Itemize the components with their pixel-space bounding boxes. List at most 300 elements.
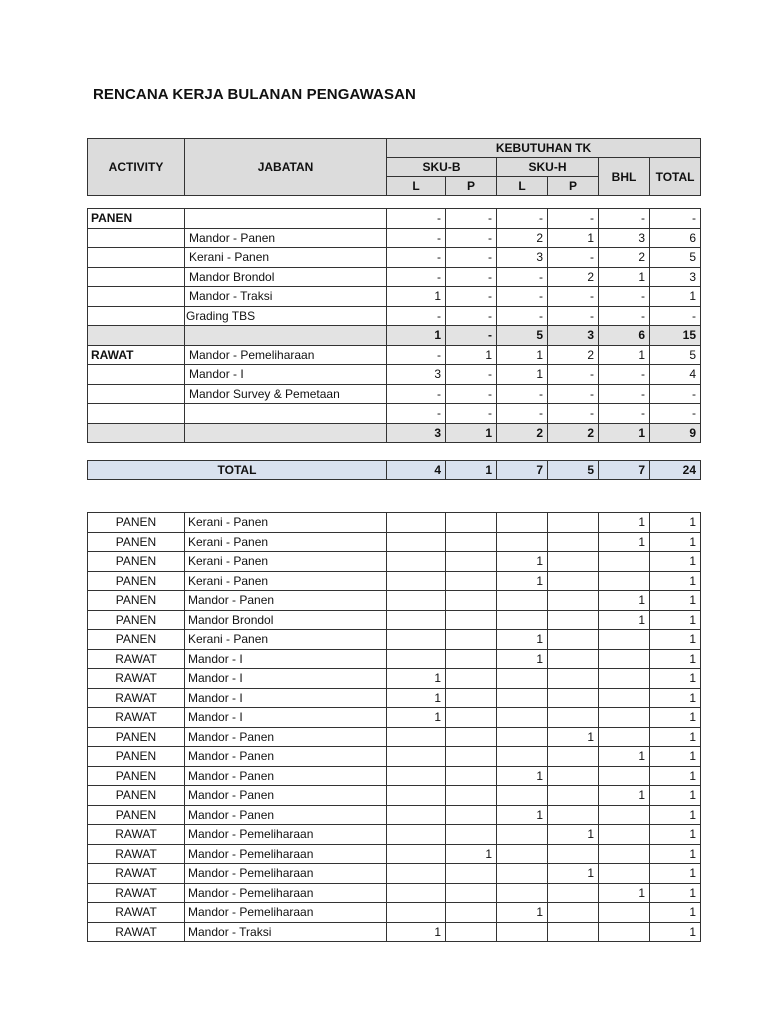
header-table: [87, 138, 701, 196]
value-cell: 3: [387, 423, 446, 443]
value-cell: [599, 630, 650, 650]
value-cell: [446, 610, 497, 630]
subtotal-row: [88, 326, 701, 346]
activity-cell: RAWAT: [88, 708, 185, 728]
activity-cell: [88, 404, 185, 424]
value-cell: [548, 591, 599, 611]
jabatan-cell: Kerani - Panen: [185, 248, 387, 268]
value-cell: [387, 766, 446, 786]
value-cell: [548, 883, 599, 903]
value-cell: -: [599, 209, 650, 229]
value-cell: [548, 552, 599, 572]
jabatan-cell: [185, 326, 387, 346]
value-cell: 1: [497, 903, 548, 923]
value-cell: [387, 610, 446, 630]
value-cell: -: [548, 365, 599, 385]
activity-cell: [88, 423, 185, 443]
value-cell: [497, 864, 548, 884]
value-cell: 1: [548, 825, 599, 845]
value-cell: [387, 571, 446, 591]
value-cell: [446, 747, 497, 767]
activity-cell: [88, 248, 185, 268]
jabatan-cell: Mandor Brondol: [185, 610, 387, 630]
activity-cell: [88, 365, 185, 385]
grand-total-row: [88, 461, 701, 480]
value-cell: 1: [650, 903, 701, 923]
jabatan-cell: Kerani - Panen: [185, 552, 387, 572]
value-cell: [497, 688, 548, 708]
value-cell: [599, 688, 650, 708]
jabatan-cell: Mandor - Pemeliharaan: [185, 883, 387, 903]
value-cell: -: [387, 248, 446, 268]
value-cell: [446, 630, 497, 650]
value-cell: [387, 532, 446, 552]
jabatan-cell: Mandor - I: [185, 649, 387, 669]
value-cell: -: [650, 384, 701, 404]
value-cell: 1: [650, 649, 701, 669]
grand-total-cell: 24: [650, 461, 701, 480]
value-cell: 1: [446, 345, 497, 365]
value-cell: [446, 649, 497, 669]
table-row: [88, 864, 701, 884]
table-row: [88, 306, 701, 326]
value-cell: [548, 669, 599, 689]
activity-cell: RAWAT: [88, 864, 185, 884]
value-cell: [387, 844, 446, 864]
value-cell: 1: [650, 571, 701, 591]
table-row: [88, 610, 701, 630]
value-cell: 1: [387, 922, 446, 942]
grand-total-label: TOTAL: [88, 461, 387, 480]
value-cell: [446, 727, 497, 747]
value-cell: [497, 669, 548, 689]
table-row: [88, 345, 701, 365]
table-row: [88, 630, 701, 650]
value-cell: [497, 591, 548, 611]
value-cell: [548, 805, 599, 825]
activity-cell: [88, 384, 185, 404]
table-row: [88, 747, 701, 767]
grand-total-table: [87, 460, 701, 480]
value-cell: [548, 903, 599, 923]
skub-l-header: L: [387, 177, 446, 196]
table-row: [88, 287, 701, 307]
jabatan-cell: Kerani - Panen: [185, 571, 387, 591]
value-cell: -: [650, 306, 701, 326]
table-row: [88, 591, 701, 611]
value-cell: 1: [599, 786, 650, 806]
jabatan-cell: Mandor - Panen: [185, 805, 387, 825]
jabatan-cell: Kerani - Panen: [185, 630, 387, 650]
value-cell: [599, 552, 650, 572]
value-cell: -: [446, 248, 497, 268]
table-row: [88, 228, 701, 248]
jabatan-cell: Mandor - Pemeliharaan: [185, 825, 387, 845]
value-cell: 1: [599, 883, 650, 903]
value-cell: [387, 552, 446, 572]
jabatan-cell: Kerani - Panen: [185, 532, 387, 552]
value-cell: [497, 747, 548, 767]
value-cell: -: [599, 404, 650, 424]
activity-cell: PANEN: [88, 532, 185, 552]
activity-cell: RAWAT: [88, 844, 185, 864]
table-row: [88, 365, 701, 385]
table-row: [88, 404, 701, 424]
value-cell: [548, 630, 599, 650]
activity-cell: RAWAT: [88, 883, 185, 903]
activity-cell: PANEN: [88, 571, 185, 591]
value-cell: 1: [387, 688, 446, 708]
jabatan-cell: Mandor - I: [185, 669, 387, 689]
value-cell: -: [497, 209, 548, 229]
value-cell: [387, 825, 446, 845]
value-cell: [446, 552, 497, 572]
value-cell: [497, 825, 548, 845]
table-row: [88, 844, 701, 864]
jabatan-cell: Mandor - Pemeliharaan: [185, 903, 387, 923]
value-cell: 6: [599, 326, 650, 346]
value-cell: 1: [387, 708, 446, 728]
summary-table: [87, 208, 701, 443]
jabatan-cell: Mandor Survey & Pemetaan: [185, 384, 387, 404]
value-cell: [446, 805, 497, 825]
value-cell: [446, 688, 497, 708]
value-cell: -: [548, 404, 599, 424]
activity-cell: RAWAT: [88, 825, 185, 845]
skuh-header: SKU-H: [497, 158, 599, 177]
value-cell: 1: [446, 844, 497, 864]
value-cell: [599, 844, 650, 864]
value-cell: -: [548, 248, 599, 268]
value-cell: [446, 571, 497, 591]
value-cell: [548, 649, 599, 669]
value-cell: 3: [548, 326, 599, 346]
table-row: [88, 786, 701, 806]
activity-cell: PANEN: [88, 805, 185, 825]
value-cell: 1: [650, 922, 701, 942]
value-cell: 1: [650, 864, 701, 884]
jabatan-cell: Mandor - I: [185, 708, 387, 728]
grand-total-cell: 7: [497, 461, 548, 480]
value-cell: [497, 786, 548, 806]
jabatan-cell: [185, 404, 387, 424]
value-cell: -: [446, 306, 497, 326]
activity-cell: PANEN: [88, 591, 185, 611]
value-cell: [599, 805, 650, 825]
table-row: [88, 727, 701, 747]
value-cell: 1: [387, 326, 446, 346]
activity-cell: RAWAT: [88, 669, 185, 689]
value-cell: 1: [650, 825, 701, 845]
activity-cell: RAWAT: [88, 903, 185, 923]
value-cell: [497, 708, 548, 728]
value-cell: -: [387, 306, 446, 326]
value-cell: 1: [599, 591, 650, 611]
value-cell: 1: [599, 345, 650, 365]
value-cell: [446, 864, 497, 884]
grand-total-cell: 7: [599, 461, 650, 480]
grand-total-cell: 4: [387, 461, 446, 480]
value-cell: -: [497, 384, 548, 404]
detail-table: [87, 512, 701, 942]
value-cell: 1: [548, 864, 599, 884]
value-cell: 1: [650, 883, 701, 903]
value-cell: 1: [387, 669, 446, 689]
value-cell: [599, 649, 650, 669]
value-cell: 2: [548, 267, 599, 287]
value-cell: [548, 513, 599, 533]
jabatan-cell: Mandor - Traksi: [185, 287, 387, 307]
value-cell: 3: [650, 267, 701, 287]
value-cell: [599, 864, 650, 884]
activity-cell: PANEN: [88, 766, 185, 786]
value-cell: 2: [548, 423, 599, 443]
value-cell: [446, 922, 497, 942]
value-cell: [599, 903, 650, 923]
value-cell: 1: [548, 727, 599, 747]
value-cell: 1: [446, 423, 497, 443]
table-row: [88, 248, 701, 268]
value-cell: -: [650, 209, 701, 229]
value-cell: 1: [497, 766, 548, 786]
table-row: [88, 708, 701, 728]
page-title: RENCANA KERJA BULANAN PENGAWASAN: [93, 86, 416, 103]
activity-cell: PANEN: [88, 747, 185, 767]
value-cell: -: [599, 306, 650, 326]
table-row: [88, 532, 701, 552]
kebutuhan-header: KEBUTUHAN TK: [387, 139, 701, 158]
jabatan-cell: Kerani - Panen: [185, 513, 387, 533]
value-cell: [599, 727, 650, 747]
value-cell: -: [446, 267, 497, 287]
value-cell: 1: [650, 513, 701, 533]
value-cell: -: [387, 384, 446, 404]
value-cell: [548, 610, 599, 630]
value-cell: 5: [650, 248, 701, 268]
value-cell: [446, 786, 497, 806]
activity-cell: PANEN: [88, 209, 185, 229]
value-cell: -: [497, 267, 548, 287]
value-cell: [599, 669, 650, 689]
value-cell: [497, 513, 548, 533]
value-cell: [599, 825, 650, 845]
value-cell: 5: [650, 345, 701, 365]
value-cell: 1: [650, 727, 701, 747]
value-cell: -: [548, 384, 599, 404]
value-cell: 1: [497, 805, 548, 825]
value-cell: 1: [650, 610, 701, 630]
value-cell: 1: [497, 552, 548, 572]
table-row: [88, 384, 701, 404]
value-cell: 1: [650, 844, 701, 864]
jabatan-cell: Mandor - Pemeliharaan: [185, 345, 387, 365]
bhl-header: BHL: [599, 158, 650, 196]
activity-cell: RAWAT: [88, 922, 185, 942]
value-cell: 2: [548, 345, 599, 365]
jabatan-header: JABATAN: [185, 139, 387, 196]
activity-cell: PANEN: [88, 786, 185, 806]
value-cell: 1: [497, 630, 548, 650]
value-cell: 1: [650, 287, 701, 307]
value-cell: [497, 727, 548, 747]
value-cell: 1: [650, 708, 701, 728]
value-cell: -: [446, 365, 497, 385]
value-cell: 1: [650, 688, 701, 708]
value-cell: [387, 883, 446, 903]
value-cell: [446, 669, 497, 689]
table-row: [88, 571, 701, 591]
value-cell: -: [650, 404, 701, 424]
activity-cell: RAWAT: [88, 649, 185, 669]
table-row: [88, 903, 701, 923]
value-cell: 1: [599, 267, 650, 287]
value-cell: -: [446, 287, 497, 307]
value-cell: [548, 786, 599, 806]
value-cell: 1: [650, 805, 701, 825]
value-cell: 1: [599, 532, 650, 552]
skuh-p-header: P: [548, 177, 599, 196]
value-cell: [548, 766, 599, 786]
value-cell: [446, 766, 497, 786]
table-row: [88, 209, 701, 229]
value-cell: -: [548, 306, 599, 326]
value-cell: 1: [497, 571, 548, 591]
activity-cell: PANEN: [88, 552, 185, 572]
table-row: [88, 805, 701, 825]
value-cell: [446, 591, 497, 611]
value-cell: -: [446, 384, 497, 404]
value-cell: -: [387, 404, 446, 424]
value-cell: 5: [497, 326, 548, 346]
grand-total-cell: 1: [446, 461, 497, 480]
activity-cell: PANEN: [88, 630, 185, 650]
value-cell: 1: [599, 747, 650, 767]
value-cell: [548, 708, 599, 728]
value-cell: [446, 825, 497, 845]
value-cell: [387, 805, 446, 825]
jabatan-cell: Mandor - Pemeliharaan: [185, 864, 387, 884]
activity-cell: PANEN: [88, 610, 185, 630]
value-cell: 1: [650, 552, 701, 572]
value-cell: [548, 688, 599, 708]
skub-header: SKU-B: [387, 158, 497, 177]
value-cell: -: [387, 228, 446, 248]
grand-total-cell: 5: [548, 461, 599, 480]
value-cell: 1: [650, 532, 701, 552]
value-cell: 1: [650, 786, 701, 806]
value-cell: [497, 922, 548, 942]
value-cell: [446, 903, 497, 923]
value-cell: [446, 708, 497, 728]
jabatan-cell: Mandor - Panen: [185, 747, 387, 767]
jabatan-cell: Grading TBS: [185, 306, 387, 326]
value-cell: -: [387, 267, 446, 287]
value-cell: [548, 844, 599, 864]
activity-cell: [88, 267, 185, 287]
value-cell: [599, 922, 650, 942]
value-cell: [387, 903, 446, 923]
value-cell: 1: [599, 423, 650, 443]
jabatan-cell: Mandor - Traksi: [185, 922, 387, 942]
value-cell: [497, 883, 548, 903]
total-header: TOTAL: [650, 158, 701, 196]
table-row: [88, 922, 701, 942]
value-cell: 1: [497, 345, 548, 365]
table-row: [88, 669, 701, 689]
value-cell: -: [497, 306, 548, 326]
value-cell: 1: [387, 287, 446, 307]
value-cell: 2: [497, 228, 548, 248]
value-cell: [599, 708, 650, 728]
value-cell: -: [387, 345, 446, 365]
value-cell: 1: [650, 669, 701, 689]
jabatan-cell: Mandor - I: [185, 365, 387, 385]
activity-cell: [88, 306, 185, 326]
value-cell: -: [446, 326, 497, 346]
value-cell: -: [446, 209, 497, 229]
value-cell: 3: [497, 248, 548, 268]
value-cell: [387, 591, 446, 611]
value-cell: [548, 747, 599, 767]
jabatan-cell: Mandor - Panen: [185, 766, 387, 786]
value-cell: [599, 766, 650, 786]
table-row: [88, 267, 701, 287]
jabatan-cell: Mandor - Pemeliharaan: [185, 844, 387, 864]
value-cell: [387, 649, 446, 669]
table-row: [88, 552, 701, 572]
value-cell: -: [497, 404, 548, 424]
value-cell: 4: [650, 365, 701, 385]
value-cell: 1: [548, 228, 599, 248]
value-cell: 1: [599, 513, 650, 533]
value-cell: [446, 883, 497, 903]
value-cell: -: [599, 365, 650, 385]
value-cell: [497, 610, 548, 630]
value-cell: [599, 571, 650, 591]
value-cell: 15: [650, 326, 701, 346]
value-cell: 2: [599, 248, 650, 268]
value-cell: [446, 513, 497, 533]
value-cell: [497, 532, 548, 552]
activity-cell: [88, 326, 185, 346]
value-cell: [548, 922, 599, 942]
value-cell: -: [599, 384, 650, 404]
value-cell: -: [548, 209, 599, 229]
value-cell: [387, 727, 446, 747]
table-row: [88, 883, 701, 903]
value-cell: 9: [650, 423, 701, 443]
subtotal-row: [88, 423, 701, 443]
value-cell: [387, 864, 446, 884]
skuh-l-header: L: [497, 177, 548, 196]
activity-cell: RAWAT: [88, 345, 185, 365]
skub-p-header: P: [446, 177, 497, 196]
table-row: [88, 688, 701, 708]
activity-cell: PANEN: [88, 513, 185, 533]
jabatan-cell: [185, 209, 387, 229]
value-cell: -: [446, 404, 497, 424]
table-row: [88, 825, 701, 845]
value-cell: 1: [650, 630, 701, 650]
value-cell: -: [548, 287, 599, 307]
jabatan-cell: Mandor - Panen: [185, 727, 387, 747]
value-cell: -: [446, 228, 497, 248]
value-cell: -: [387, 209, 446, 229]
value-cell: [387, 786, 446, 806]
value-cell: 2: [497, 423, 548, 443]
jabatan-cell: [185, 423, 387, 443]
jabatan-cell: Mandor - I: [185, 688, 387, 708]
